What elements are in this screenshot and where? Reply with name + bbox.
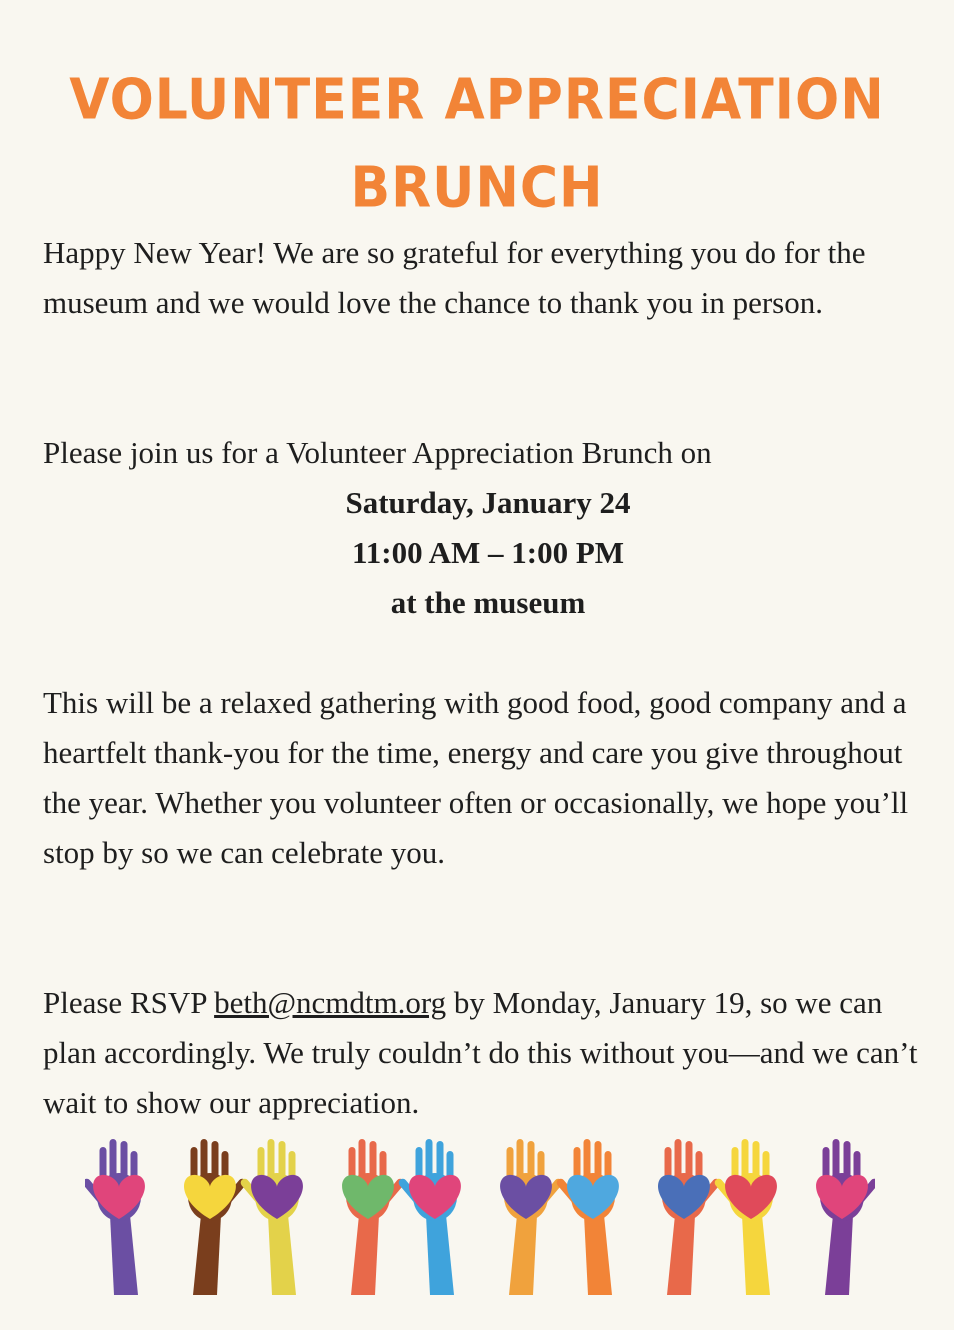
hand-with-heart-icon [500, 1139, 564, 1295]
hand-with-heart-icon [658, 1139, 722, 1295]
rsvp-suffix: by Monday, January 19, so we can plan accordingly. We truly couldn’t do this without you—and we can’t wait to show our appreciation. [43, 985, 918, 1120]
rsvp-paragraph [43, 978, 943, 1128]
invite-line: Please join us for a Volunteer Appreciation Brunch on [43, 435, 712, 470]
description-paragraph: This will be a relaxed gathering with good food, good company and a heartfelt thank-you for the time, energy and care you give throughout the year. Whether you volunteer often or occasionally, we hope you’ll stop by so we can celebrate you. [43, 685, 909, 870]
hand-with-heart-icon [713, 1139, 777, 1295]
hand-with-heart-icon [816, 1139, 875, 1295]
title-line-1: VOLUNTEER APPRECIATION [69, 67, 885, 133]
rsvp-email-link[interactable]: beth@ncmdtm.org [214, 985, 447, 1020]
event-location: at the museum [390, 585, 586, 620]
hand-with-heart-icon [342, 1139, 406, 1295]
event-date: Saturday, January 24 [345, 485, 631, 520]
hand-with-heart-icon [239, 1139, 303, 1295]
intro-paragraph: Happy New Year! We are so grateful for everything you do for the museum and we would love the chance to thank you in person. [43, 235, 866, 320]
hand-with-heart-icon [184, 1139, 248, 1295]
hand-with-heart-icon [555, 1139, 619, 1295]
hand-with-heart-icon [85, 1139, 145, 1295]
title-line-2: BRUNCH [350, 155, 604, 221]
rsvp-prefix: Please RSVP [43, 985, 215, 1020]
raised-hands-hearts-icon [85, 1135, 875, 1295]
event-time: 11:00 AM – 1:00 PM [351, 535, 625, 570]
hand-with-heart-icon [397, 1139, 461, 1295]
